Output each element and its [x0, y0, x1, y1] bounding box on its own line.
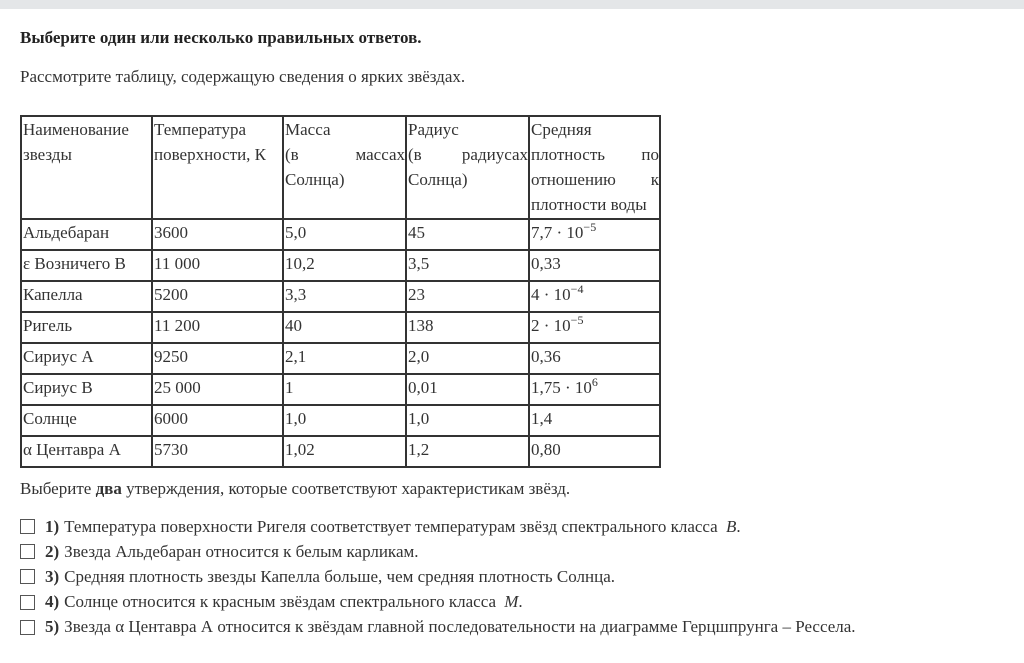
cell-temperature: 3600	[152, 219, 283, 250]
top-bar	[0, 0, 1024, 9]
cell-density: $4 \cdot 10^{-4}$	[529, 281, 660, 312]
cell-density: 0,36	[529, 343, 660, 374]
table-header-row	[21, 116, 660, 219]
cell-radius: 2,0	[406, 343, 529, 374]
cell-name: α Центавра А	[21, 436, 152, 467]
cell-name: Альдебаран	[21, 219, 152, 250]
cell-name: Сириус В	[21, 374, 152, 405]
cell-temperature: 5730	[152, 436, 283, 467]
task-intro: Рассмотрите таблицу, содержащую сведения о ярких звёздах.	[20, 67, 466, 86]
cell-radius: 45	[406, 219, 529, 250]
cell-mass: 1,02	[283, 436, 406, 467]
cell-temperature: 11 000	[152, 250, 283, 281]
option-text: Температура поверхности Ригеля соответствует температурам звёзд спектрального класса	[64, 516, 722, 536]
spectral-class: M	[504, 592, 519, 612]
cell-name: Сириус А	[21, 343, 152, 374]
cell-radius: 3,5	[406, 250, 529, 281]
answer-option[interactable]	[20, 590, 856, 615]
answer-options	[20, 514, 856, 640]
cell-name: ε Возничего В	[21, 250, 152, 281]
header-mass: Масса (в массах Солнца)	[283, 116, 406, 219]
cell-mass: 5,0	[283, 219, 406, 250]
table-row	[21, 436, 660, 467]
table-row	[21, 281, 660, 312]
cell-radius: 0,01	[406, 374, 529, 405]
cell-temperature: 11 200	[152, 312, 283, 343]
cell-radius: 23	[406, 281, 529, 312]
cell-name: Капелла	[21, 281, 152, 312]
option-text: Средняя плотность звезды Капелла больше, чем средняя плотность Солнца.	[64, 566, 615, 586]
answer-checkbox[interactable]	[20, 620, 35, 635]
density-exponent: −5	[583, 220, 597, 234]
header-density: Средняя плотность по отношению к плотности воды	[529, 116, 660, 219]
option-text: Звезда Альдебаран относится к белым карликам.	[64, 541, 419, 561]
option-text: Солнце относится к красным звёздам спектрального класса	[64, 592, 501, 612]
spectral-class: B	[725, 516, 737, 536]
task-instruction: Выберите один или несколько правильных ответов.	[20, 28, 422, 47]
cell-density: $2 \cdot 10^{-5}$	[529, 312, 660, 343]
cell-name: Солнце	[21, 405, 152, 436]
cell-radius: 1,2	[406, 436, 529, 467]
cell-mass: 1	[283, 374, 406, 405]
cell-mass: 1,0	[283, 405, 406, 436]
density-exponent: 6	[591, 375, 598, 389]
table-row	[21, 405, 660, 436]
option-number: 4)	[45, 592, 60, 612]
cell-density: $1,75 \cdot 10^6$	[529, 374, 660, 405]
cell-radius: 138	[406, 312, 529, 343]
cell-mass: 3,3	[283, 281, 406, 312]
header-name: Наименование звезды	[21, 116, 152, 219]
answer-option[interactable]	[20, 615, 856, 640]
cell-density: 0,33	[529, 250, 660, 281]
option-text: Звезда α Центавра А относится к звёздам главной последовательности на диаграмме Герцшпрунга – Рессела.	[64, 617, 856, 637]
answer-option[interactable]	[20, 514, 856, 539]
answer-checkbox[interactable]	[20, 569, 35, 584]
cell-density: 1,4	[529, 405, 660, 436]
option-number: 5)	[45, 617, 60, 637]
cell-temperature: 9250	[152, 343, 283, 374]
answer-option[interactable]	[20, 539, 856, 564]
table-row	[21, 312, 660, 343]
cell-radius: 1,0	[406, 405, 529, 436]
stars-table	[20, 115, 661, 468]
header-temperature: Температура поверхности, К	[152, 116, 283, 219]
cell-name: Ригель	[21, 312, 152, 343]
answer-checkbox[interactable]	[20, 519, 35, 534]
table-row	[21, 219, 660, 250]
option-number: 3)	[45, 566, 60, 586]
table-row	[21, 250, 660, 281]
answer-checkbox[interactable]	[20, 544, 35, 559]
table-row	[21, 343, 660, 374]
option-number: 1)	[45, 516, 60, 536]
density-exponent: −4	[570, 282, 584, 296]
cell-mass: 10,2	[283, 250, 406, 281]
header-radius: Радиус (в радиусах Солнца)	[406, 116, 529, 219]
option-end: .	[736, 516, 741, 536]
cell-mass: 40	[283, 312, 406, 343]
cell-density: $7,7 \cdot 10^{-5}$	[529, 219, 660, 250]
option-end: .	[518, 592, 523, 612]
cell-density: 0,80	[529, 436, 660, 467]
cell-mass: 2,1	[283, 343, 406, 374]
cell-temperature: 5200	[152, 281, 283, 312]
cell-temperature: 25 000	[152, 374, 283, 405]
cell-temperature: 6000	[152, 405, 283, 436]
option-number: 2)	[45, 541, 60, 561]
answer-option[interactable]	[20, 564, 856, 589]
density-exponent: −5	[570, 313, 584, 327]
answer-checkbox[interactable]	[20, 595, 35, 610]
table-row	[21, 374, 660, 405]
selection-prompt: Выберите два утверждения, которые соответствуют характеристикам звёзд.	[20, 479, 571, 498]
